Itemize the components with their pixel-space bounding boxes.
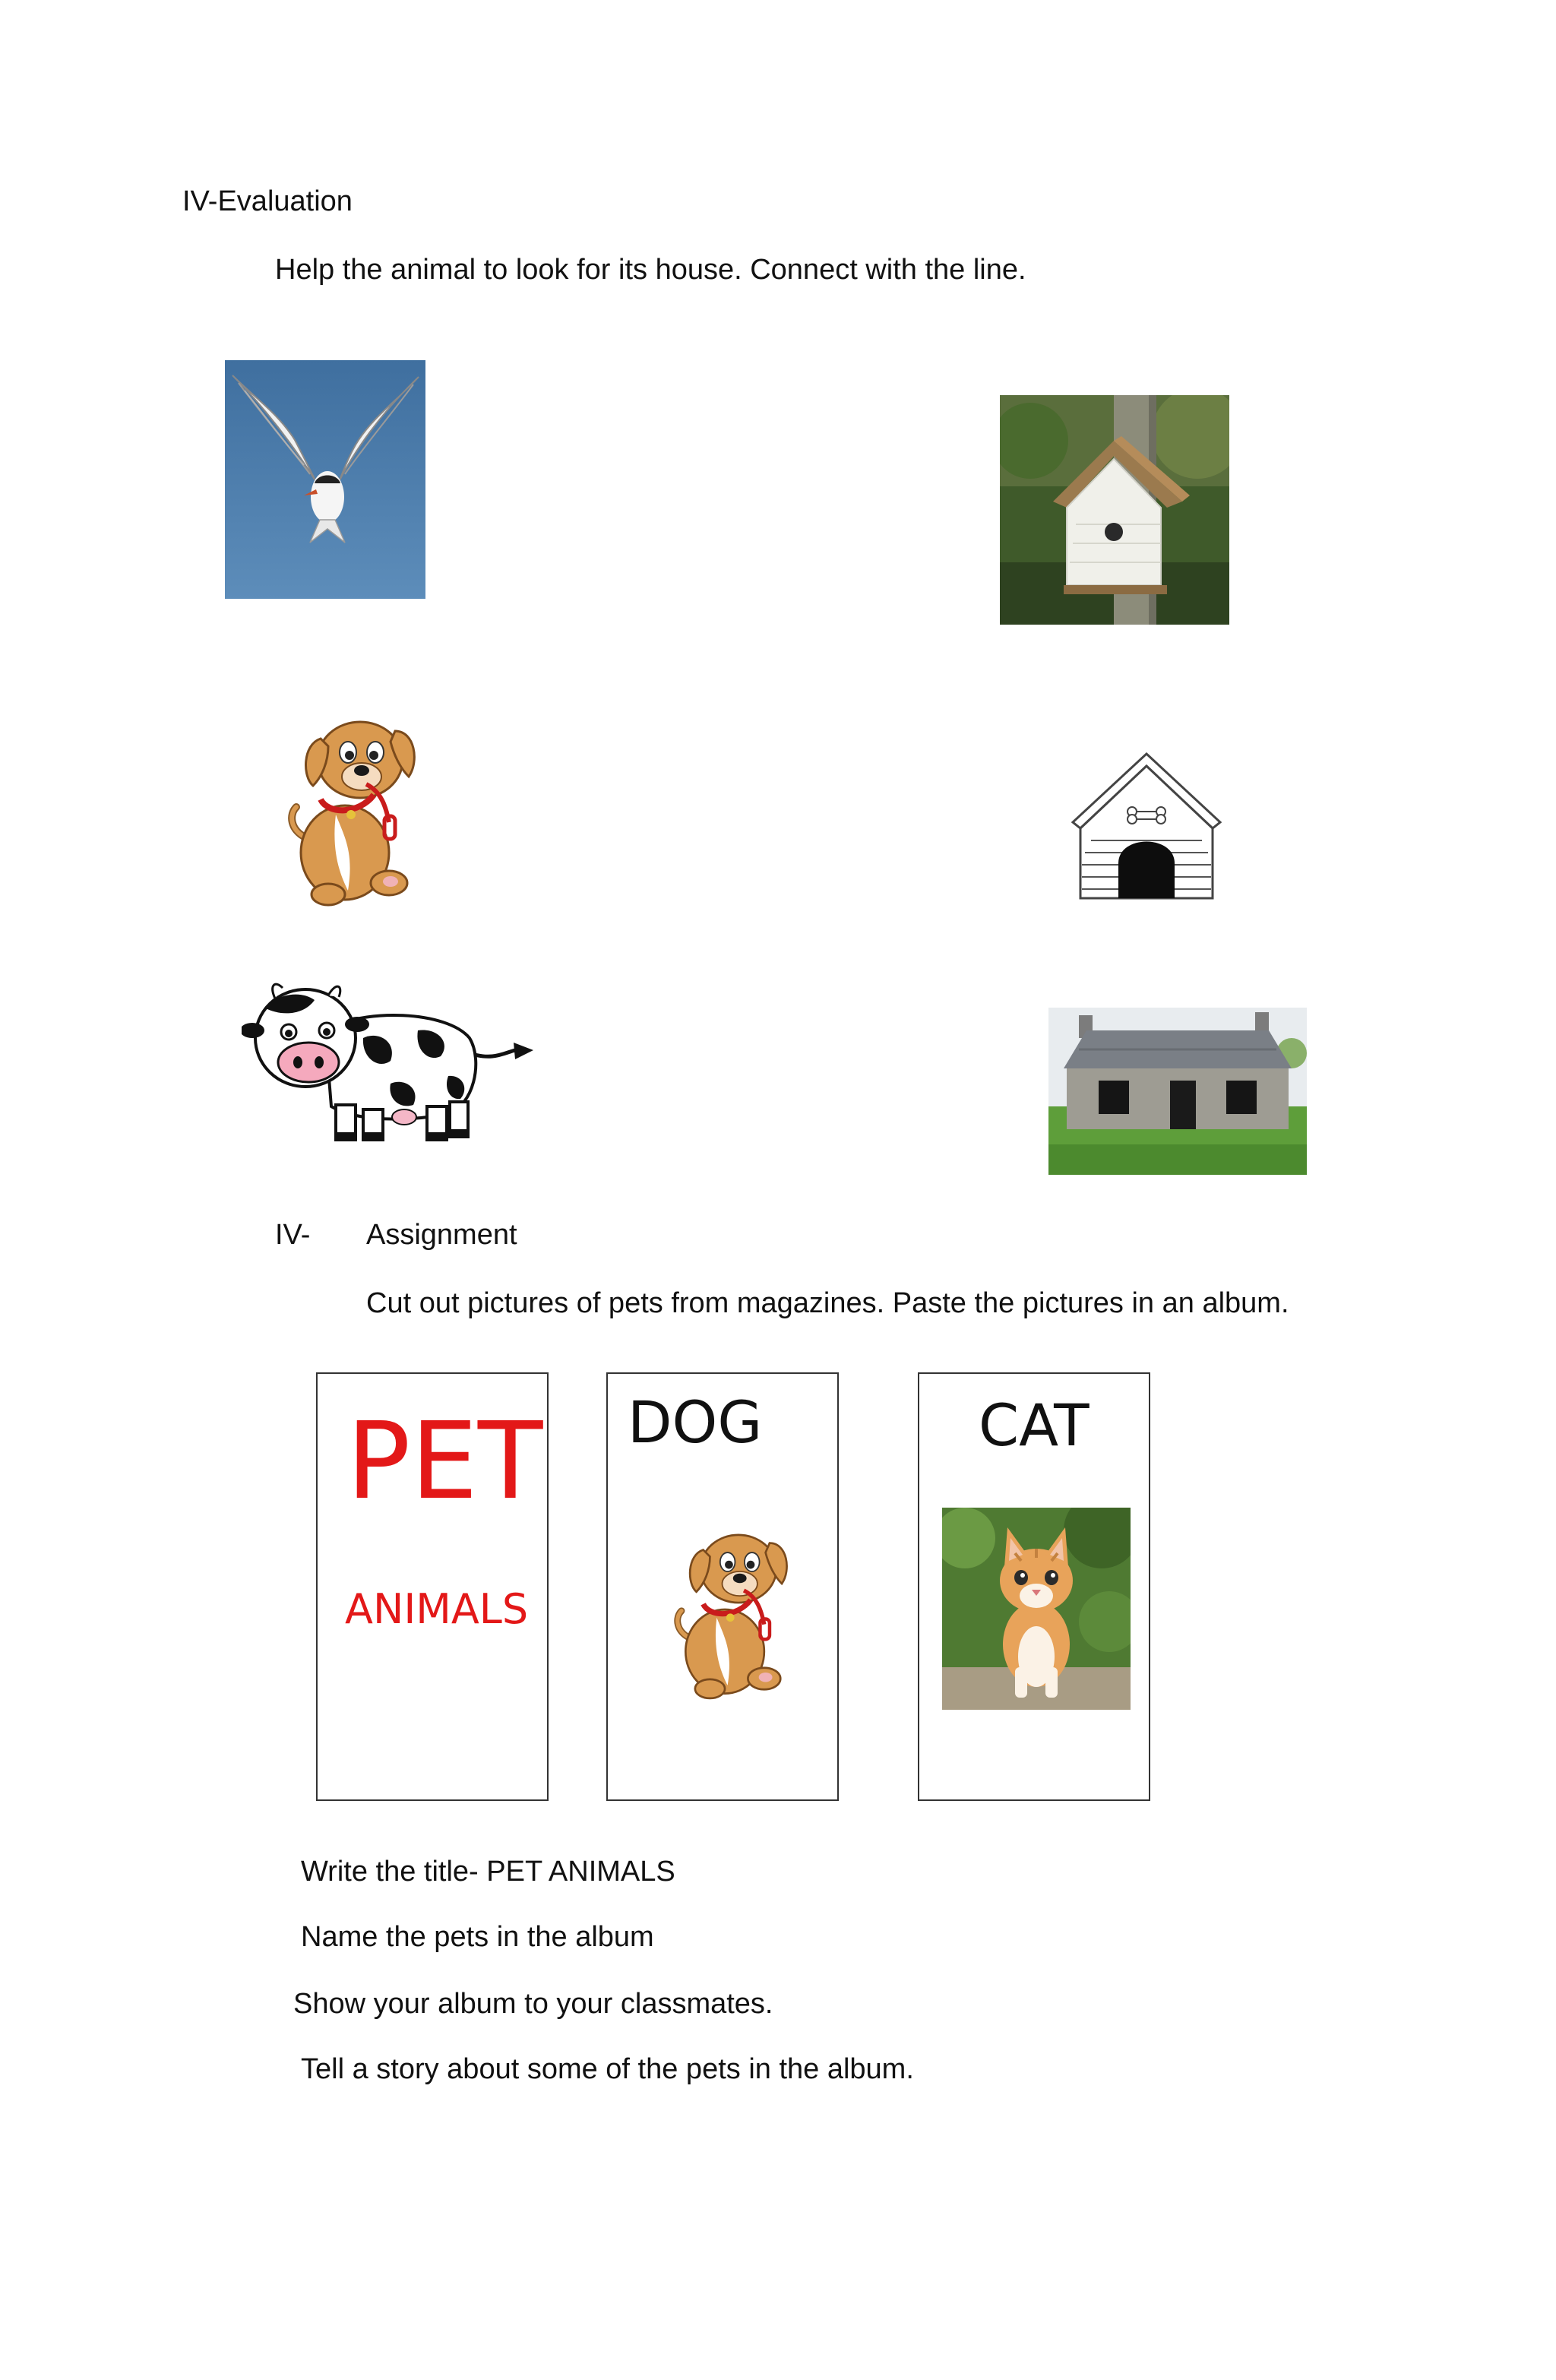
doghouse-icon (1068, 749, 1225, 900)
evaluation-heading: IV-Evaluation (182, 185, 353, 217)
album-card-dog (606, 1372, 839, 1801)
pet-card-subtitle: ANIMALS (345, 1585, 529, 1633)
dog-cartoon (275, 701, 430, 910)
pet-card-title: PET (346, 1400, 543, 1524)
assignment-number: IV- (275, 1219, 311, 1251)
stone-house-photo (1048, 1008, 1307, 1175)
assignment-step-2: Name the pets in the album (301, 1921, 654, 1953)
album-card-cat (918, 1372, 1150, 1801)
cat-photo (942, 1508, 1131, 1710)
assignment-step-3: Show your album to your classmates. (293, 1988, 773, 2020)
dog-card-picture (663, 1506, 801, 1713)
cat-card-title: CAT (979, 1391, 1090, 1459)
cow-cartoon (242, 977, 536, 1146)
birdhouse-photo (1000, 395, 1229, 625)
evaluation-instruction: Help the animal to look for its house. Connect with the line. (275, 254, 1026, 286)
assignment-step-4: Tell a story about some of the pets in the album. (301, 2053, 914, 2085)
assignment-step-1: Write the title- PET ANIMALS (301, 1856, 675, 1888)
bird-photo (225, 360, 425, 599)
assignment-instruction: Cut out pictures of pets from magazines. Paste the pictures in an album. (366, 1287, 1289, 1319)
dog-card-title: DOG (628, 1388, 763, 1456)
assignment-heading: Assignment (366, 1219, 517, 1251)
album-card-pet-animals (316, 1372, 549, 1801)
